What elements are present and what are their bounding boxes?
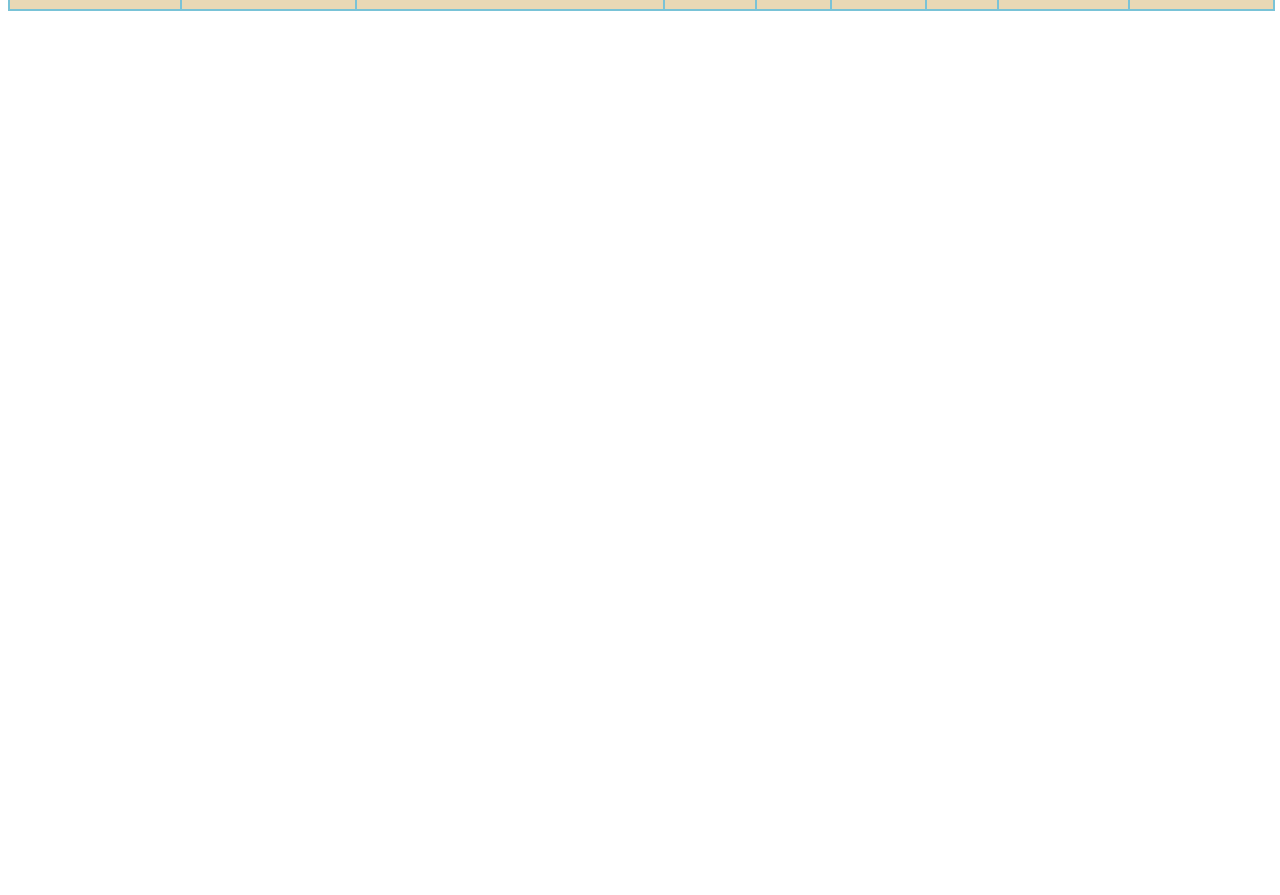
cell-date-start	[664, 0, 756, 10]
cell-settlement	[181, 0, 356, 10]
cell-time-end	[926, 0, 998, 10]
outage-table	[8, 0, 1275, 11]
cell-company	[1129, 0, 1274, 10]
cell-network-area	[998, 0, 1129, 10]
cell-time-start	[756, 0, 831, 10]
cell-address	[356, 0, 664, 10]
cell-date-end	[831, 0, 926, 10]
cell-district	[9, 0, 181, 10]
outage-table-body	[9, 0, 1274, 10]
table-row	[9, 0, 1274, 10]
